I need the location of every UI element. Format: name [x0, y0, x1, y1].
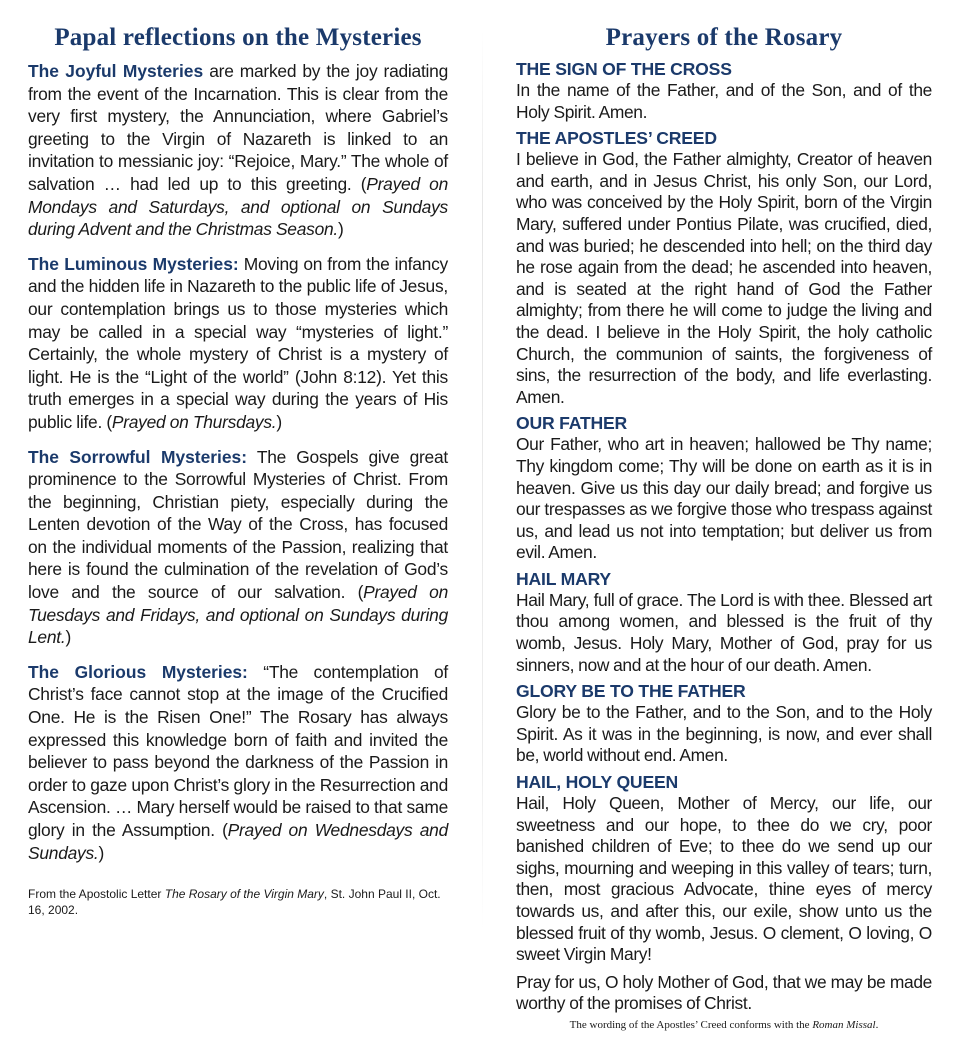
our-father-heading: OUR FATHER [516, 413, 628, 434]
papal-reflections-column [28, 0, 448, 930]
mystery-close: ) [276, 411, 282, 432]
source-citation [28, 886, 448, 918]
mystery-close: ) [65, 627, 71, 648]
hail-mary-heading: HAIL MARY [516, 568, 611, 589]
sorrowful-mysteries-paragraph [28, 446, 448, 649]
mystery-name: The Sorrowful Mysteries: [28, 446, 247, 467]
mystery-days: Prayed on Tuesdays and Fridays, and optional on Sundays during Lent. [28, 582, 448, 648]
rosary-prayers-column [516, 0, 932, 1042]
mysteries-list [28, 60, 448, 918]
papal-reflections-title: Papal reflections on the Mysteries [54, 24, 422, 51]
source-suffix: , St. John Paul II, Oct. 16, 2002. [28, 887, 441, 918]
mystery-days: Prayed on Mondays and Saturdays, and optional on Sundays during Advent and the Christmas Season. [28, 173, 448, 240]
column-divider [482, 30, 483, 930]
footnote-work: Roman Missal [812, 1018, 876, 1031]
mystery-name: The Luminous Mysteries: [28, 253, 239, 274]
hail-holy-queen-heading: HAIL, HOLY QUEEN [516, 772, 679, 793]
mystery-text: Moving on from the infancy and the hidden life in Nazareth to the public life of Jesus, our contemplation brings us to those mysteries which may be called in a special way “mysteries of light.” Certainly, the whole mystery of Christ is a mystery of light. He is the “Light of the world” (John 8:12). Yet this truth emerges in a special way during the years of His public life. ( [28, 253, 448, 432]
mystery-days: Prayed on Wednesdays and Sundays. [28, 820, 448, 863]
apostles-creed-heading: THE APOSTLES’ CREED [516, 128, 717, 149]
mystery-text: The Gospels give great prominence to the Sorrowful Mysteries of Christ. From the beginning, Christian piety, especially during the Lenten devotion of the Way of the Cross, has focused on the individual moments of the Passion, realizing that here is found the culmination of the revelation of God’s love and the source of our salvation. ( [28, 446, 448, 603]
apostles-creed-text: I believe in God, the Father almighty, Creator of heaven and earth, and in Jesus Christ, his only Son, our Lord, who was conceived by the Holy Spirit, born of the Virgin Mary, suffered under Pontius Pilate, was crucified, died, and was buried; he descended into hell; on the third day he rose again from the dead; he ascended into heaven, and is seated at the right hand of God the Father almighty; from there he will come to judge the living and the dead. I believe in the Holy Spirit, the holy catholic Church, the communion of saints, the forgiveness of sins, the resurrection of the body, and life everlasting. Amen. [516, 149, 932, 407]
source-prefix: From the Apostolic Letter [28, 887, 165, 902]
joyful-mysteries-paragraph [28, 60, 448, 241]
closing-prayer-text: Pray for us, O holy Mother of God, that we may be made worthy of the promises of Christ. [516, 971, 932, 1014]
creed-wording-footnote [516, 1019, 932, 1031]
mystery-days: Prayed on Thursdays. [111, 411, 277, 432]
luminous-mysteries-paragraph [28, 253, 448, 434]
hail-holy-queen-text: Hail, Holy Queen, Mother of Mercy, our life, our sweetness and our hope, to thee do we cry, poor banished children of Eve; to thee do we send up our sighs, mourning and weeping in this valley of tears; turn, then, most gracious Advocate, thine eyes of mercy towards us, and after this, our exile, show unto us the blessed fruit of thy womb, Jesus. O clement, O loving, O sweet Virgin Mary! [516, 793, 932, 965]
glorious-mysteries-paragraph [28, 661, 448, 864]
footnote-prefix: The wording of the Apostles’ Creed conforms with the [569, 1018, 813, 1031]
glory-be-text: Glory be to the Father, and to the Son, and to the Holy Spirit. As it was in the beginning, is now, and ever shall be, world without end. Amen. [516, 702, 932, 766]
rosary-prayers-title: Prayers of the Rosary [605, 24, 843, 51]
glory-be-heading: GLORY BE TO THE FATHER [516, 681, 746, 702]
mystery-text: “The contemplation of Christ’s face cannot stop at the image of the Crucified One. He is the Risen One!” The Rosary has always expressed this knowledge born of faith and invited the believer to pass beyond the darkness of the Passion in order to gaze upon Christ’s glory in the Resurrection and Ascension. … Mary herself would be raised to that same glory in the Assumption. ( [28, 661, 448, 840]
mystery-text: are marked by the joy radiating from the event of the Incarnation. This is clear from the very first mystery, the Annunciation, where Gabriel’s greeting to the Virgin of Nazareth is linked to an invitation to messianic joy: “Rejoice, Mary.” The whole of salvation … had led up to this greeting. ( [28, 61, 448, 194]
sign-of-cross-heading: THE SIGN OF THE CROSS [516, 59, 732, 79]
our-father-text: Our Father, who art in heaven; hallowed be Thy name; Thy kingdom come; Thy will be done on earth as it is in heaven. Give us this day our daily bread; and forgive us our trespasses as we forgive those who trespass against us, and lead us not into temptation; but deliver us from evil. Amen. [516, 434, 932, 563]
hail-mary-text: Hail Mary, full of grace. The Lord is with thee. Blessed art thou among women, and blessed is the fruit of thy womb, Jesus. Holy Mary, Mother of God, pray for us sinners, now and at the hour of our death. Amen. [516, 589, 932, 675]
prayers-list [516, 58, 932, 1031]
mystery-close: ) [338, 219, 344, 240]
mystery-name: The Glorious Mysteries: [28, 661, 248, 682]
mystery-name: The Joyful Mysteries [28, 61, 204, 81]
footnote-suffix: . [875, 1018, 879, 1031]
sign-of-cross-text: In the name of the Father, and of the Son, and of the Holy Spirit. Amen. [516, 80, 932, 122]
source-work: The Rosary of the Virgin Mary [164, 887, 324, 902]
mystery-close: ) [98, 842, 105, 863]
